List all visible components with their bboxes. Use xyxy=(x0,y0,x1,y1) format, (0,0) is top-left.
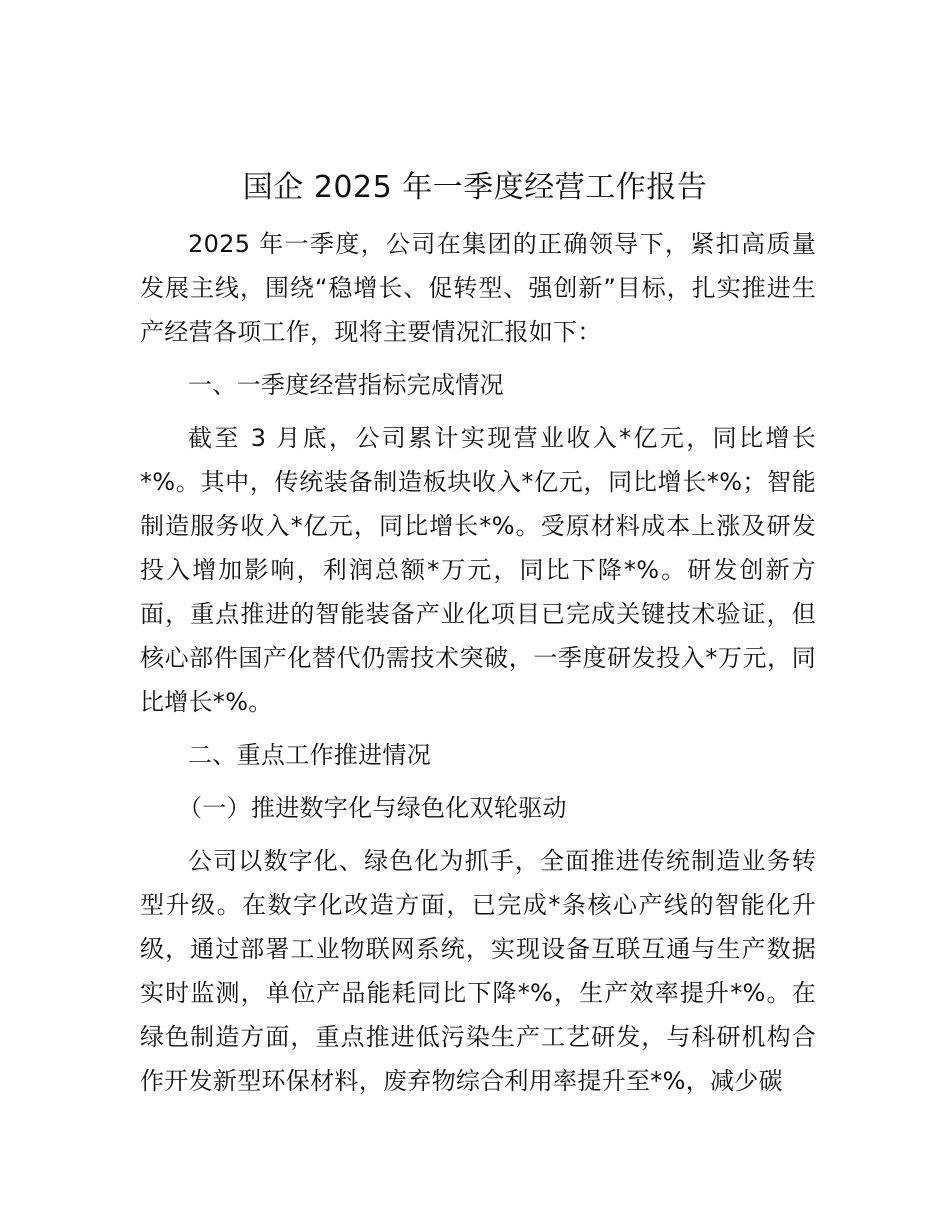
document-body xyxy=(140,222,816,1103)
document-title: 国企 2025 年一季度经营工作报告 xyxy=(242,170,708,205)
section-2-1-paragraph: 公司以数字化、绿色化为抓手，全面推进传统制造业务转型升级。在数字化改造方面，已完成*条核心产线的智能化升级，通过部署工业物联网系统，实现设备互联互通与生产数据实时监测，单位产品能耗同比下降*%，生产效率提升*%。在绿色制造方面，重点推进低污染生产工艺研发，与科研机构合作开发新型环保材料，废弃物综合利用率提升至*%，减少碳 xyxy=(140,847,816,1095)
spacer xyxy=(140,830,816,839)
spacer xyxy=(140,407,816,416)
section-2-1-heading: （一）推进数字化与绿色化双轮驱动 xyxy=(178,794,567,822)
intro-paragraph: 2025 年一季度，公司在集团的正确领导下，紧扣高质量发展主线，围绕“稳增长、促转型、强创新”目标，扎实推进生产经营各项工作，现将主要情况汇报如下： xyxy=(140,230,816,346)
section-1-heading: 一、一季度经营指标完成情况 xyxy=(188,371,504,399)
spacer xyxy=(140,724,816,733)
spacer xyxy=(140,777,816,786)
section-1-paragraph: 截至 3 月底，公司累计实现营业收入*亿元，同比增长*%。其中，传统装备制造板块收入*亿元，同比增长*%；智能制造服务收入*亿元，同比增长*%。受原材料成本上涨及研发投入增加影响，利润总额*万元，同比下降*%。研发创新方面，重点推进的智能装备产业化项目已完成关键技术验证，但核心部件国产化替代仍需技术突破，一季度研发投入*万元，同比增长*%。 xyxy=(140,424,816,716)
spacer xyxy=(140,354,816,363)
section-2-heading: 二、重点工作推进情况 xyxy=(188,741,431,769)
